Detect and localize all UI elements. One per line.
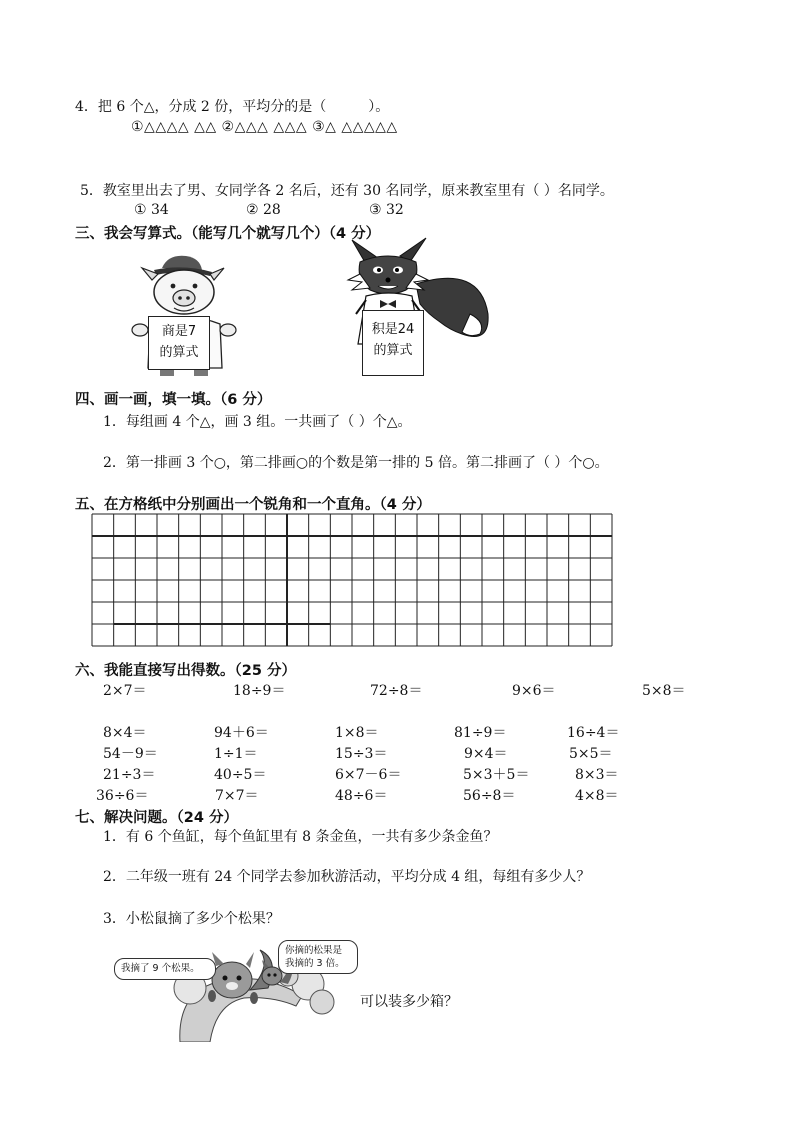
section4-heading: 四、画一画，填一填。（6 分） <box>75 392 272 408</box>
speech-bubble-right <box>278 940 358 974</box>
calc-item: 9×6＝ <box>512 683 556 699</box>
q5-text: 5．教室里出去了男、女同学各 2 名后，还有 30 名同学，原来教室里有（ ）名同学。 <box>80 183 614 199</box>
section4-q2: 2．第一排画 3 个○，第二排画○的个数是第一排的 5 倍。第二排画了（ ）个○。 <box>103 455 609 471</box>
calc-item: 8×3＝ <box>575 767 619 783</box>
pig-sign-card <box>148 316 210 370</box>
calc-item: 5×3＋5＝ <box>463 767 530 783</box>
q4-options: ①△△△△ △△ ②△△△ △△△ ③△ △△△△△ <box>131 119 398 135</box>
q5-option-3: ③ 32 <box>369 202 404 218</box>
section6-heading: 六、我能直接写出得数。（25 分） <box>75 663 296 679</box>
fox-sign-line-2: 的算式 <box>373 343 413 358</box>
calc-item: 48÷6＝ <box>335 788 388 804</box>
calc-item: 40÷5＝ <box>214 767 267 783</box>
calc-item: 5×8＝ <box>642 683 686 699</box>
calc-item: 6×7－6＝ <box>335 767 402 783</box>
calc-item: 36÷6＝ <box>96 788 149 804</box>
speech-bubble-left <box>114 958 216 980</box>
q5-option-2: ② 28 <box>246 202 281 218</box>
speech-bubble-left-text: 我摘了 9 个松果。 <box>121 963 200 974</box>
calc-item: 1÷1＝ <box>214 746 258 762</box>
calc-item: 81÷9＝ <box>454 725 507 741</box>
calc-item: 4×8＝ <box>575 788 619 804</box>
calc-item: 2×7＝ <box>103 683 147 699</box>
section7-q3-tail: 可以装多少箱？ <box>360 994 458 1010</box>
calc-item: 8×4＝ <box>103 725 147 741</box>
section7-q3: 3．小松鼠摘了多少个松果？ <box>103 911 280 927</box>
calc-item: 16÷4＝ <box>567 725 620 741</box>
section7-q2: 2．二年级一班有 24 个同学去参加秋游活动，平均分成 4 组，每组有多少人？ <box>103 869 591 885</box>
grid-paper[interactable] <box>91 513 613 647</box>
pig-sign-line-1: 商是7 <box>161 324 197 339</box>
calc-item: 18÷9＝ <box>233 683 286 699</box>
calc-item: 7×7＝ <box>215 788 259 804</box>
calc-item: 5×5＝ <box>569 746 613 762</box>
speech-bubble-right-text: 你摘的松果是我摘的 3 倍。 <box>285 945 345 969</box>
calc-item: 9×4＝ <box>464 746 508 762</box>
section4-q1: 1．每组画 4 个△，画 3 组。一共画了（ ）个△。 <box>103 414 412 430</box>
fox-sign-card <box>362 310 424 376</box>
calc-item: 54－9＝ <box>103 746 158 762</box>
section7-q1: 1．有 6 个鱼缸，每个鱼缸里有 8 条金鱼，一共有多少条金鱼？ <box>103 829 498 845</box>
section3-heading: 三、我会写算式。（能写几个就写几个）（4 分） <box>75 226 381 242</box>
calc-item: 94＋6＝ <box>214 725 269 741</box>
calc-item: 56÷8＝ <box>463 788 516 804</box>
q4-text: 4．把 6 个△，分成 2 份，平均分的是（ ）。 <box>75 99 390 115</box>
calc-item: 72÷8＝ <box>370 683 423 699</box>
fox-sign-line-1: 积是24 <box>371 322 415 337</box>
q5-option-1: ① 34 <box>134 202 169 218</box>
section5-heading: 五、在方格纸中分别画出一个锐角和一个直角。（4 分） <box>75 497 431 513</box>
calc-item: 15÷3＝ <box>335 746 388 762</box>
pig-sign-line-2: 的算式 <box>159 345 199 360</box>
section7-heading: 七、解决问题。（24 分） <box>75 810 238 826</box>
calc-item: 1×8＝ <box>335 725 379 741</box>
calc-item: 21÷3＝ <box>103 767 156 783</box>
